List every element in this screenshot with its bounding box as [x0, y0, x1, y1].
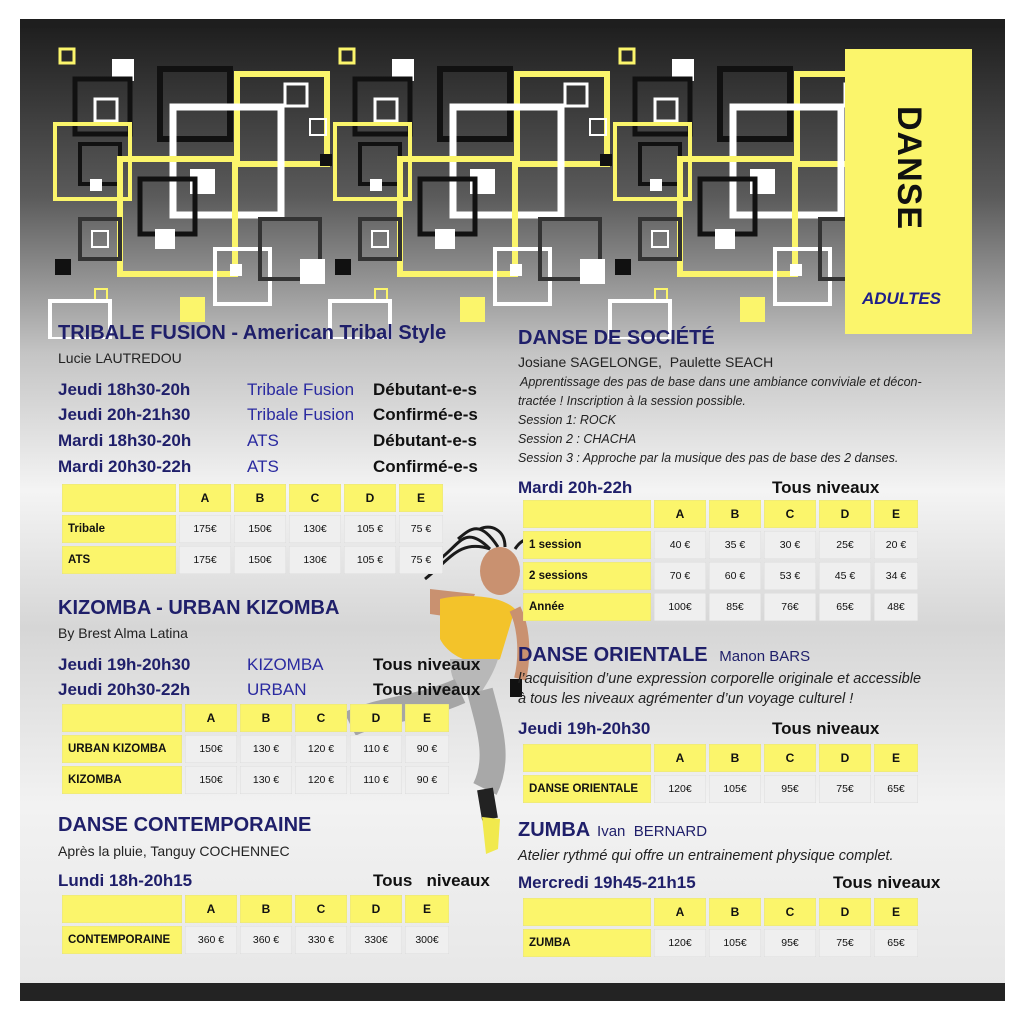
- zumba-title: ZUMBA: [518, 819, 590, 841]
- col-header: B: [240, 704, 292, 732]
- price-cell: 90 €: [405, 766, 449, 794]
- price-cell: 360 €: [240, 926, 292, 954]
- price-cell: 25€: [819, 531, 871, 559]
- tribale-teacher: Lucie LAUTREDOU: [58, 350, 182, 366]
- societe-session-1: Session 1: ROCK: [518, 413, 616, 427]
- price-cell: 175€: [179, 515, 231, 543]
- societe-session-3: Session 3 : Approche par la musique des pas de base des 2 danses.: [518, 451, 899, 465]
- societe-price-table: [520, 497, 921, 624]
- row-label: CONTEMPORAINE: [62, 926, 182, 954]
- table-row: [523, 593, 918, 621]
- table-header-row: [62, 895, 449, 923]
- tribale-session-level: Débutant-e-s: [373, 431, 477, 450]
- price-cell: 300€: [405, 926, 449, 954]
- col-header: E: [874, 898, 918, 926]
- tribale-session-style: Tribale Fusion: [247, 405, 355, 424]
- price-cell: 175€: [179, 546, 231, 574]
- col-header: E: [874, 500, 918, 528]
- kizomba-session-style: URBAN: [247, 680, 307, 699]
- societe-session-time: Mardi 20h-22h: [518, 478, 633, 497]
- row-label: ATS: [62, 546, 176, 574]
- col-header: A: [654, 744, 706, 772]
- row-label: KIZOMBA: [62, 766, 182, 794]
- col-header: C: [764, 898, 816, 926]
- kizomba-session-level: Tous niveaux: [373, 655, 481, 674]
- table-header-row: [62, 704, 449, 732]
- col-header: A: [179, 484, 231, 512]
- tribale-title: TRIBALE FUSION - American Tribal Style: [58, 322, 447, 344]
- zumba-teacher: Ivan BERNARD: [597, 823, 708, 840]
- table-corner: [523, 898, 651, 926]
- price-cell: 76€: [764, 593, 816, 621]
- adultes-label: ADULTES: [862, 289, 942, 308]
- contemporaine-title: DANSE CONTEMPORAINE: [58, 814, 312, 836]
- price-cell: 105€: [709, 929, 761, 957]
- col-header: D: [344, 484, 396, 512]
- tribale-session-level: Confirmé-e-s: [373, 457, 478, 476]
- zumba-session-level: Tous niveaux: [833, 873, 941, 892]
- kizomba-teacher: By Brest Alma Latina: [58, 625, 188, 641]
- col-header: E: [405, 704, 449, 732]
- zumba-session-time: Mercredi 19h45-21h15: [518, 873, 696, 892]
- price-cell: 105 €: [344, 546, 396, 574]
- row-label: URBAN KIZOMBA: [62, 735, 182, 763]
- kizomba-session-style: KIZOMBA: [247, 655, 324, 674]
- societe-desc-2: tractée ! Inscription à la session possible.: [518, 394, 746, 408]
- price-cell: 75 €: [399, 546, 443, 574]
- price-cell: 30 €: [764, 531, 816, 559]
- table-corner: [62, 484, 176, 512]
- price-cell: 45 €: [819, 562, 871, 590]
- col-header: E: [405, 895, 449, 923]
- price-cell: 130 €: [240, 766, 292, 794]
- price-cell: 330 €: [295, 926, 347, 954]
- table-row: [62, 926, 449, 954]
- contemporaine-session-time: Lundi 18h-20h15: [58, 871, 193, 890]
- orientale-desc-1: l’acquisition d’une expression corporelle originale et accessible: [518, 671, 922, 687]
- price-cell: 34 €: [874, 562, 918, 590]
- kizomba-session-level: Tous niveaux: [373, 680, 481, 699]
- col-header: D: [819, 744, 871, 772]
- table-corner: [62, 704, 182, 732]
- col-header: D: [819, 500, 871, 528]
- zumba-price-table: [520, 895, 921, 960]
- table-row: [523, 562, 918, 590]
- table-corner: [62, 895, 182, 923]
- col-header: A: [185, 704, 237, 732]
- col-header: D: [350, 895, 402, 923]
- price-cell: 35 €: [709, 531, 761, 559]
- bottom-bar: [20, 983, 1005, 1001]
- tribale-session-style: ATS: [247, 457, 279, 476]
- kizomba-session-time: Jeudi 20h30-22h: [58, 680, 191, 699]
- table-corner: [523, 500, 651, 528]
- price-cell: 120€: [654, 775, 706, 803]
- col-header: C: [295, 704, 347, 732]
- price-cell: 110 €: [350, 766, 402, 794]
- zumba-title-line: [518, 819, 707, 842]
- price-cell: 120 €: [295, 735, 347, 763]
- table-header-row: [523, 500, 918, 528]
- price-cell: 360 €: [185, 926, 237, 954]
- table-header-row: [523, 898, 918, 926]
- orientale-teacher: Manon BARS: [719, 648, 811, 665]
- tribale-session-level: Débutant-e-s: [373, 380, 477, 399]
- kizomba-title: KIZOMBA - URBAN KIZOMBA: [58, 597, 340, 619]
- table-header-row: [62, 484, 443, 512]
- col-header: E: [399, 484, 443, 512]
- tribale-price-table: [59, 481, 446, 577]
- tribale-session-level: Confirmé-e-s: [373, 405, 478, 424]
- col-header: C: [289, 484, 341, 512]
- table-row: [523, 775, 918, 803]
- price-cell: 105 €: [344, 515, 396, 543]
- col-header: B: [709, 898, 761, 926]
- societe-session-level: Tous niveaux: [772, 478, 880, 497]
- price-cell: 150€: [185, 735, 237, 763]
- price-cell: 75€: [819, 929, 871, 957]
- price-cell: 75 €: [399, 515, 443, 543]
- societe-teacher: Josiane SAGELONGE, Paulette SEACH: [518, 354, 774, 370]
- col-header: A: [185, 895, 237, 923]
- table-header-row: [523, 744, 918, 772]
- col-header: D: [350, 704, 402, 732]
- tribale-session-time: Jeudi 20h-21h30: [58, 405, 191, 424]
- societe-title: DANSE DE SOCIÉTÉ: [518, 327, 715, 349]
- price-cell: 65€: [819, 593, 871, 621]
- price-cell: 130 €: [240, 735, 292, 763]
- contemporaine-teacher: Après la pluie, Tanguy COCHENNEC: [58, 843, 290, 859]
- col-header: D: [819, 898, 871, 926]
- col-header: C: [295, 895, 347, 923]
- table-row: [523, 929, 918, 957]
- row-label: Tribale: [62, 515, 176, 543]
- kizomba-session-time: Jeudi 19h-20h30: [58, 655, 191, 674]
- price-cell: 130€: [289, 546, 341, 574]
- col-header: C: [764, 744, 816, 772]
- row-label: 1 session: [523, 531, 651, 559]
- price-cell: 120 €: [295, 766, 347, 794]
- row-label: 2 sessions: [523, 562, 651, 590]
- contemporaine-price-table: [59, 892, 452, 957]
- table-row: [62, 735, 449, 763]
- price-cell: 100€: [654, 593, 706, 621]
- orientale-desc-2: à tous les niveaux agrémenter d’un voyage culturel !: [518, 691, 854, 707]
- price-cell: 53 €: [764, 562, 816, 590]
- price-cell: 60 €: [709, 562, 761, 590]
- price-cell: 120€: [654, 929, 706, 957]
- price-cell: 150€: [234, 546, 286, 574]
- poster: [20, 19, 1005, 1001]
- price-cell: 65€: [874, 929, 918, 957]
- col-header: B: [234, 484, 286, 512]
- tribale-session-style: Tribale Fusion: [247, 380, 355, 399]
- col-header: A: [654, 500, 706, 528]
- price-cell: 90 €: [405, 735, 449, 763]
- row-label: DANSE ORIENTALE: [523, 775, 651, 803]
- price-cell: 95€: [764, 929, 816, 957]
- kizomba-price-table: [59, 701, 452, 797]
- table-row: [62, 515, 443, 543]
- tribale-session-time: Mardi 18h30-20h: [58, 431, 192, 450]
- price-cell: 85€: [709, 593, 761, 621]
- societe-desc-1: Apprentissage des pas de base dans une ambiance conviviale et décon-: [520, 375, 922, 389]
- orientale-session-level: Tous niveaux: [772, 719, 880, 738]
- table-row: [62, 546, 443, 574]
- price-cell: 330€: [350, 926, 402, 954]
- orientale-price-table: [520, 741, 921, 806]
- price-cell: 95€: [764, 775, 816, 803]
- col-header: E: [874, 744, 918, 772]
- orientale-title: DANSE ORIENTALE: [518, 644, 708, 666]
- societe-session-2: Session 2 : CHACHA: [518, 432, 637, 446]
- danse-title: DANSE: [890, 106, 928, 231]
- price-cell: 48€: [874, 593, 918, 621]
- price-cell: 20 €: [874, 531, 918, 559]
- col-header: B: [240, 895, 292, 923]
- col-header: B: [709, 744, 761, 772]
- zumba-desc: Atelier rythmé qui offre un entrainement physique complet.: [518, 848, 894, 864]
- price-cell: 150€: [185, 766, 237, 794]
- price-cell: 40 €: [654, 531, 706, 559]
- price-cell: 65€: [874, 775, 918, 803]
- price-cell: 70 €: [654, 562, 706, 590]
- tribale-session-time: Mardi 20h30-22h: [58, 457, 192, 476]
- price-cell: 150€: [234, 515, 286, 543]
- orientale-session-time: Jeudi 19h-20h30: [518, 719, 651, 738]
- contemporaine-session-level: Tous niveaux: [373, 871, 490, 890]
- col-header: C: [764, 500, 816, 528]
- table-corner: [523, 744, 651, 772]
- price-cell: 105€: [709, 775, 761, 803]
- table-row: [523, 531, 918, 559]
- price-cell: 110 €: [350, 735, 402, 763]
- price-cell: 75€: [819, 775, 871, 803]
- table-row: [62, 766, 449, 794]
- tribale-session-time: Jeudi 18h30-20h: [58, 380, 191, 399]
- row-label: ZUMBA: [523, 929, 651, 957]
- price-cell: 130€: [289, 515, 341, 543]
- row-label: Année: [523, 593, 651, 621]
- orientale-title-line: [518, 644, 810, 667]
- col-header: A: [654, 898, 706, 926]
- col-header: B: [709, 500, 761, 528]
- tribale-session-style: ATS: [247, 431, 279, 450]
